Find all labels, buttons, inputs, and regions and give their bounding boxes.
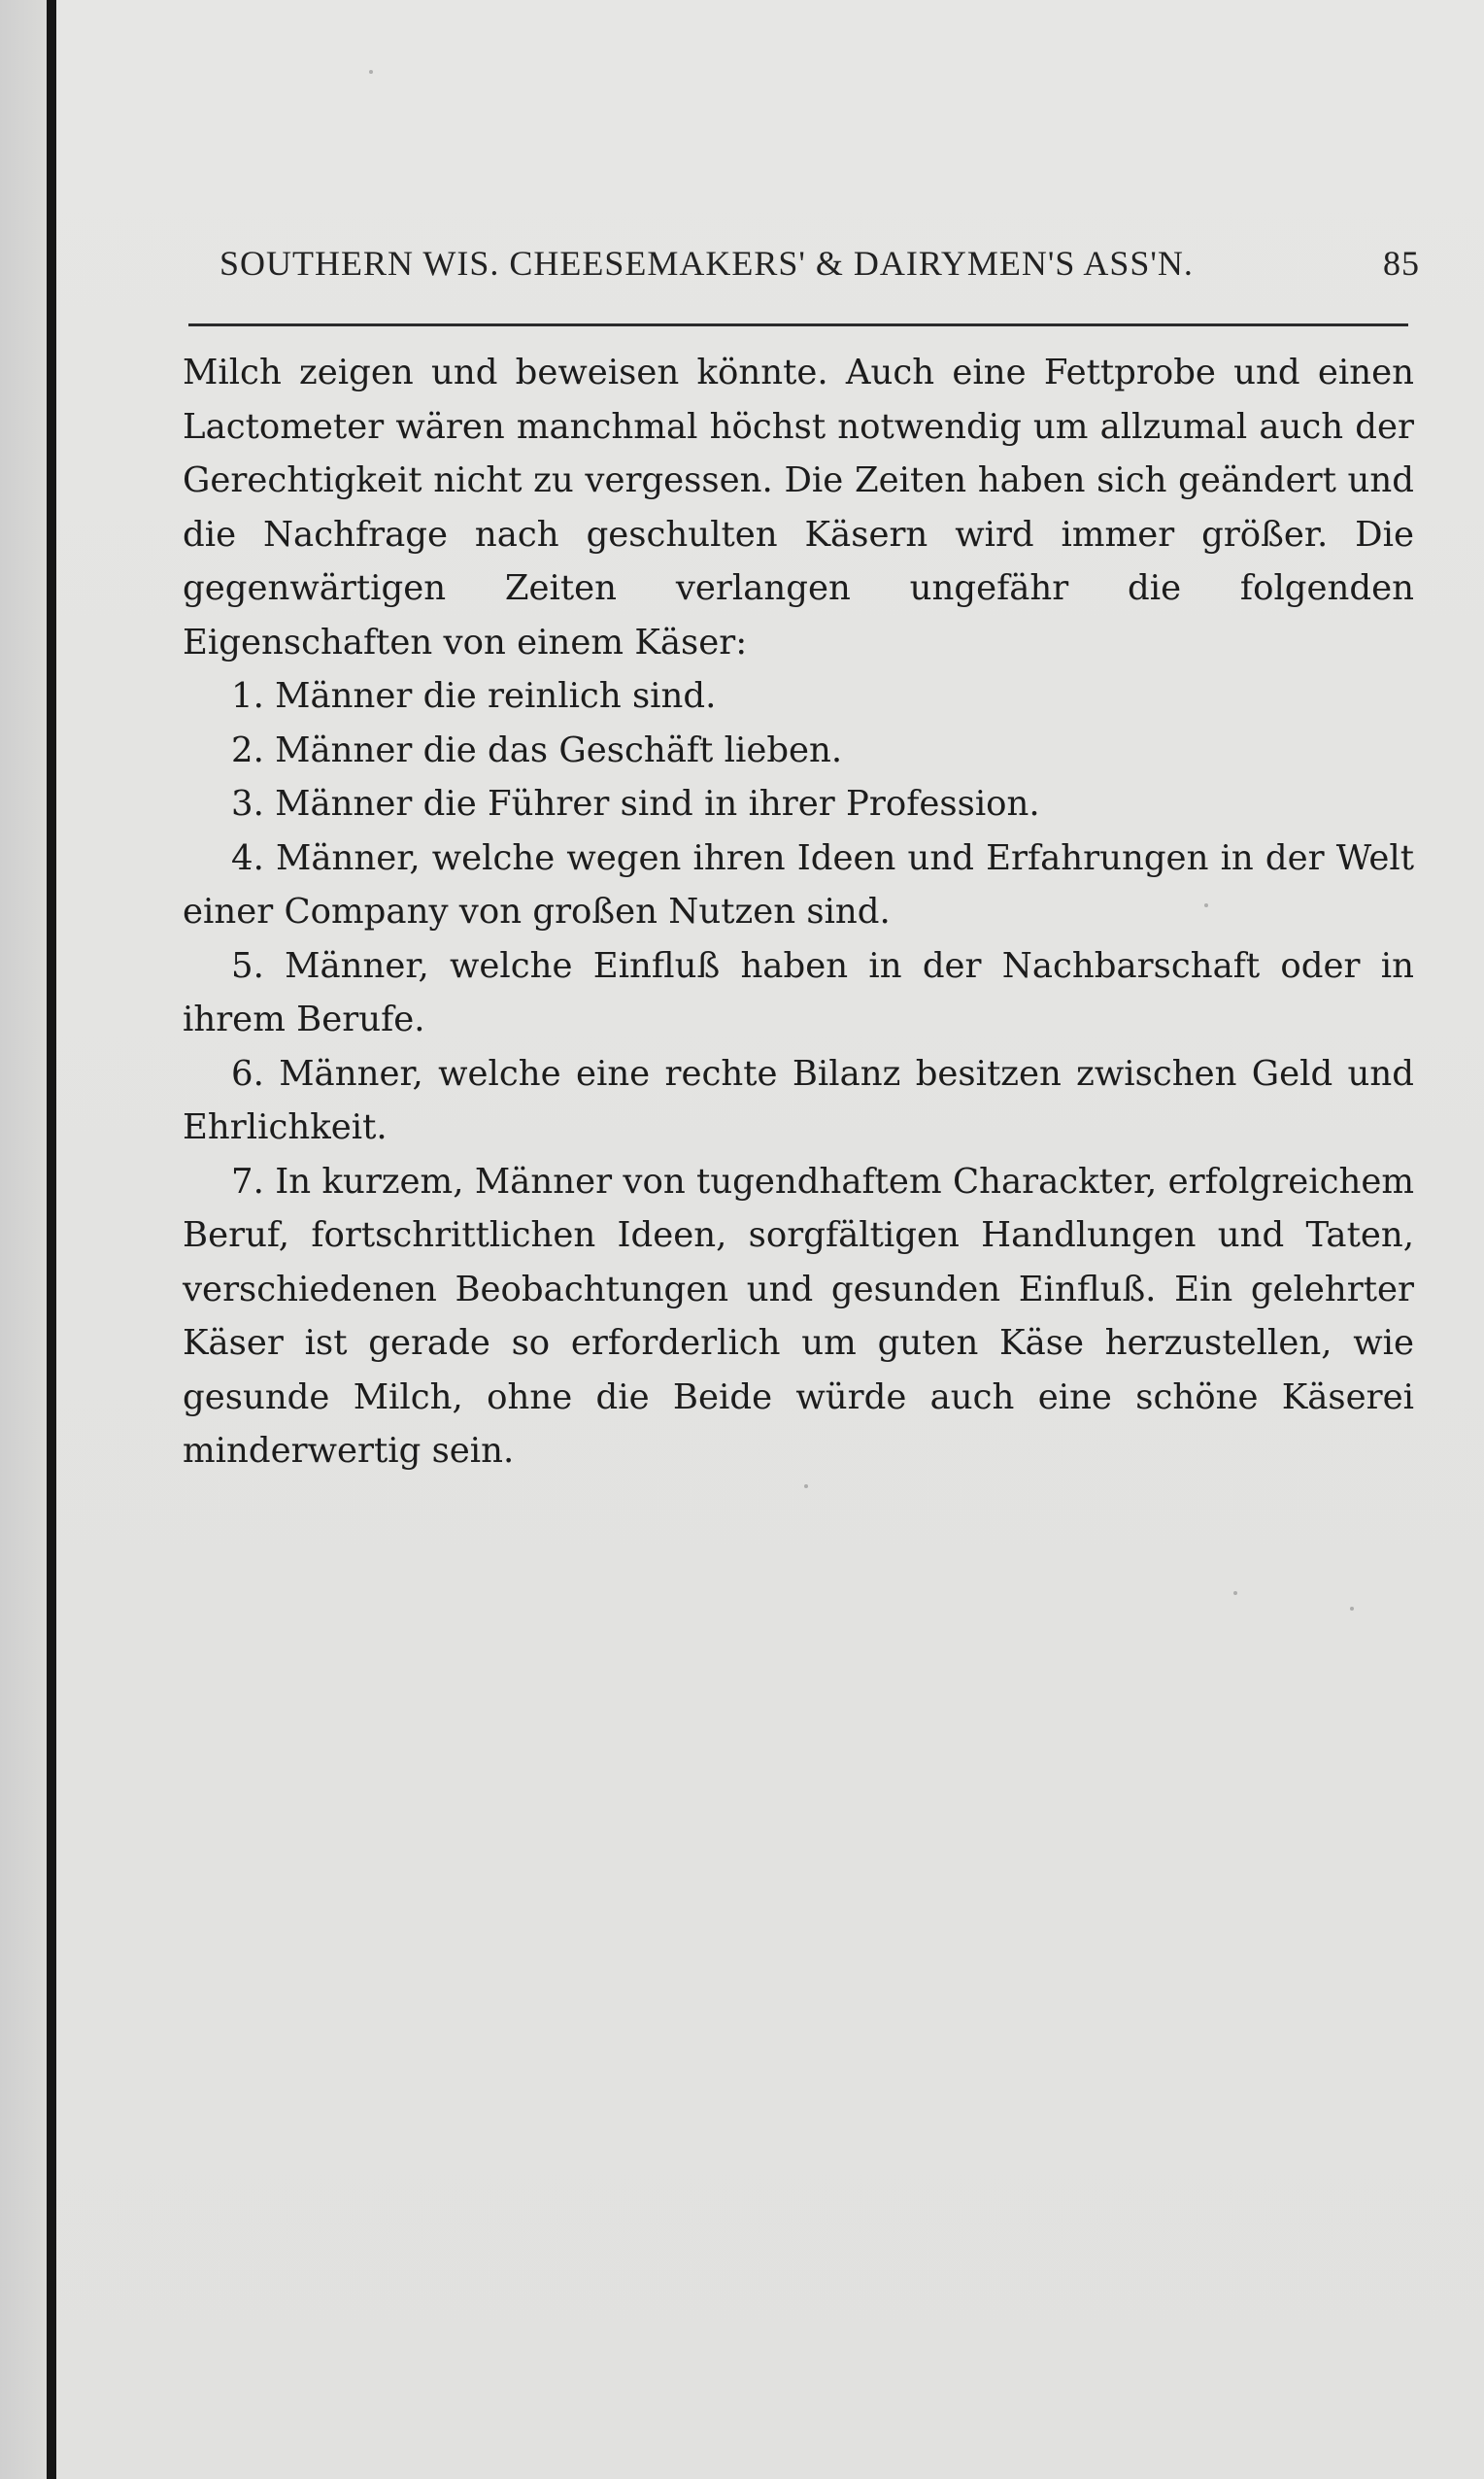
running-head — [219, 243, 1420, 289]
page-number: 85 — [1383, 244, 1420, 283]
list-item: 3. Männer die Führer sind in ihrer Profession. — [231, 784, 1040, 824]
paper-speck — [1350, 1607, 1354, 1611]
header-rule — [188, 323, 1408, 326]
intro-paragraph: Milch zeigen und beweisen könnte. Auch eine Fettprobe und einen Lactometer wären manchmal höchst notwendig um allzumal auch der Gerechtigkeit nicht zu vergessen. Die Zeiten haben sich geändert und die Nachfrage nach geschulten Käsern wird immer größer. Die gegenwärtigen Zeiten verlangen ungefähr die folgenden Eigenschaften von einem Käser: — [183, 353, 1414, 662]
list-item: 6. Männer, welche eine rechte Bilanz besitzen zwischen Geld und Ehrlichkeit. — [183, 1053, 1414, 1147]
paper-speck — [1233, 1591, 1237, 1595]
list-item: 2. Männer die das Geschäft lieben. — [231, 730, 843, 770]
list-item: 4. Männer, welche wegen ihren Ideen und Erfahrungen in der Welt einer Company von großen Nutzen sind. — [183, 837, 1414, 932]
list-item: 1. Männer die reinlich sind. — [231, 676, 717, 716]
list-item: 7. In kurzem, Männer von tugendhaftem Charackter, erfolgreichem Beruf, fortschrittlichen Ideen, sorgfältigen Handlungen und Taten, verschiedenen Beobachtungen und gesunden Einfluß. Ein gelehrter Käser ist gerade so erforderlich um guten Käse herzustellen, wie gesunde Milch, ohne die Beide würde auch eine schöne Käserei minderwertig sein. — [183, 1161, 1414, 1471]
paper-speck — [369, 70, 373, 74]
list-item: 5. Männer, welche Einfluß haben in der Nachbarschaft oder in ihrem Berufe. — [183, 945, 1414, 1039]
body-text — [183, 346, 1414, 1478]
binding-edge — [47, 0, 56, 2479]
running-head-title: SOUTHERN WIS. CHEESEMAKERS' & DAIRYMEN'S ASS'N. — [219, 244, 1194, 283]
paper-speck — [804, 1484, 808, 1488]
